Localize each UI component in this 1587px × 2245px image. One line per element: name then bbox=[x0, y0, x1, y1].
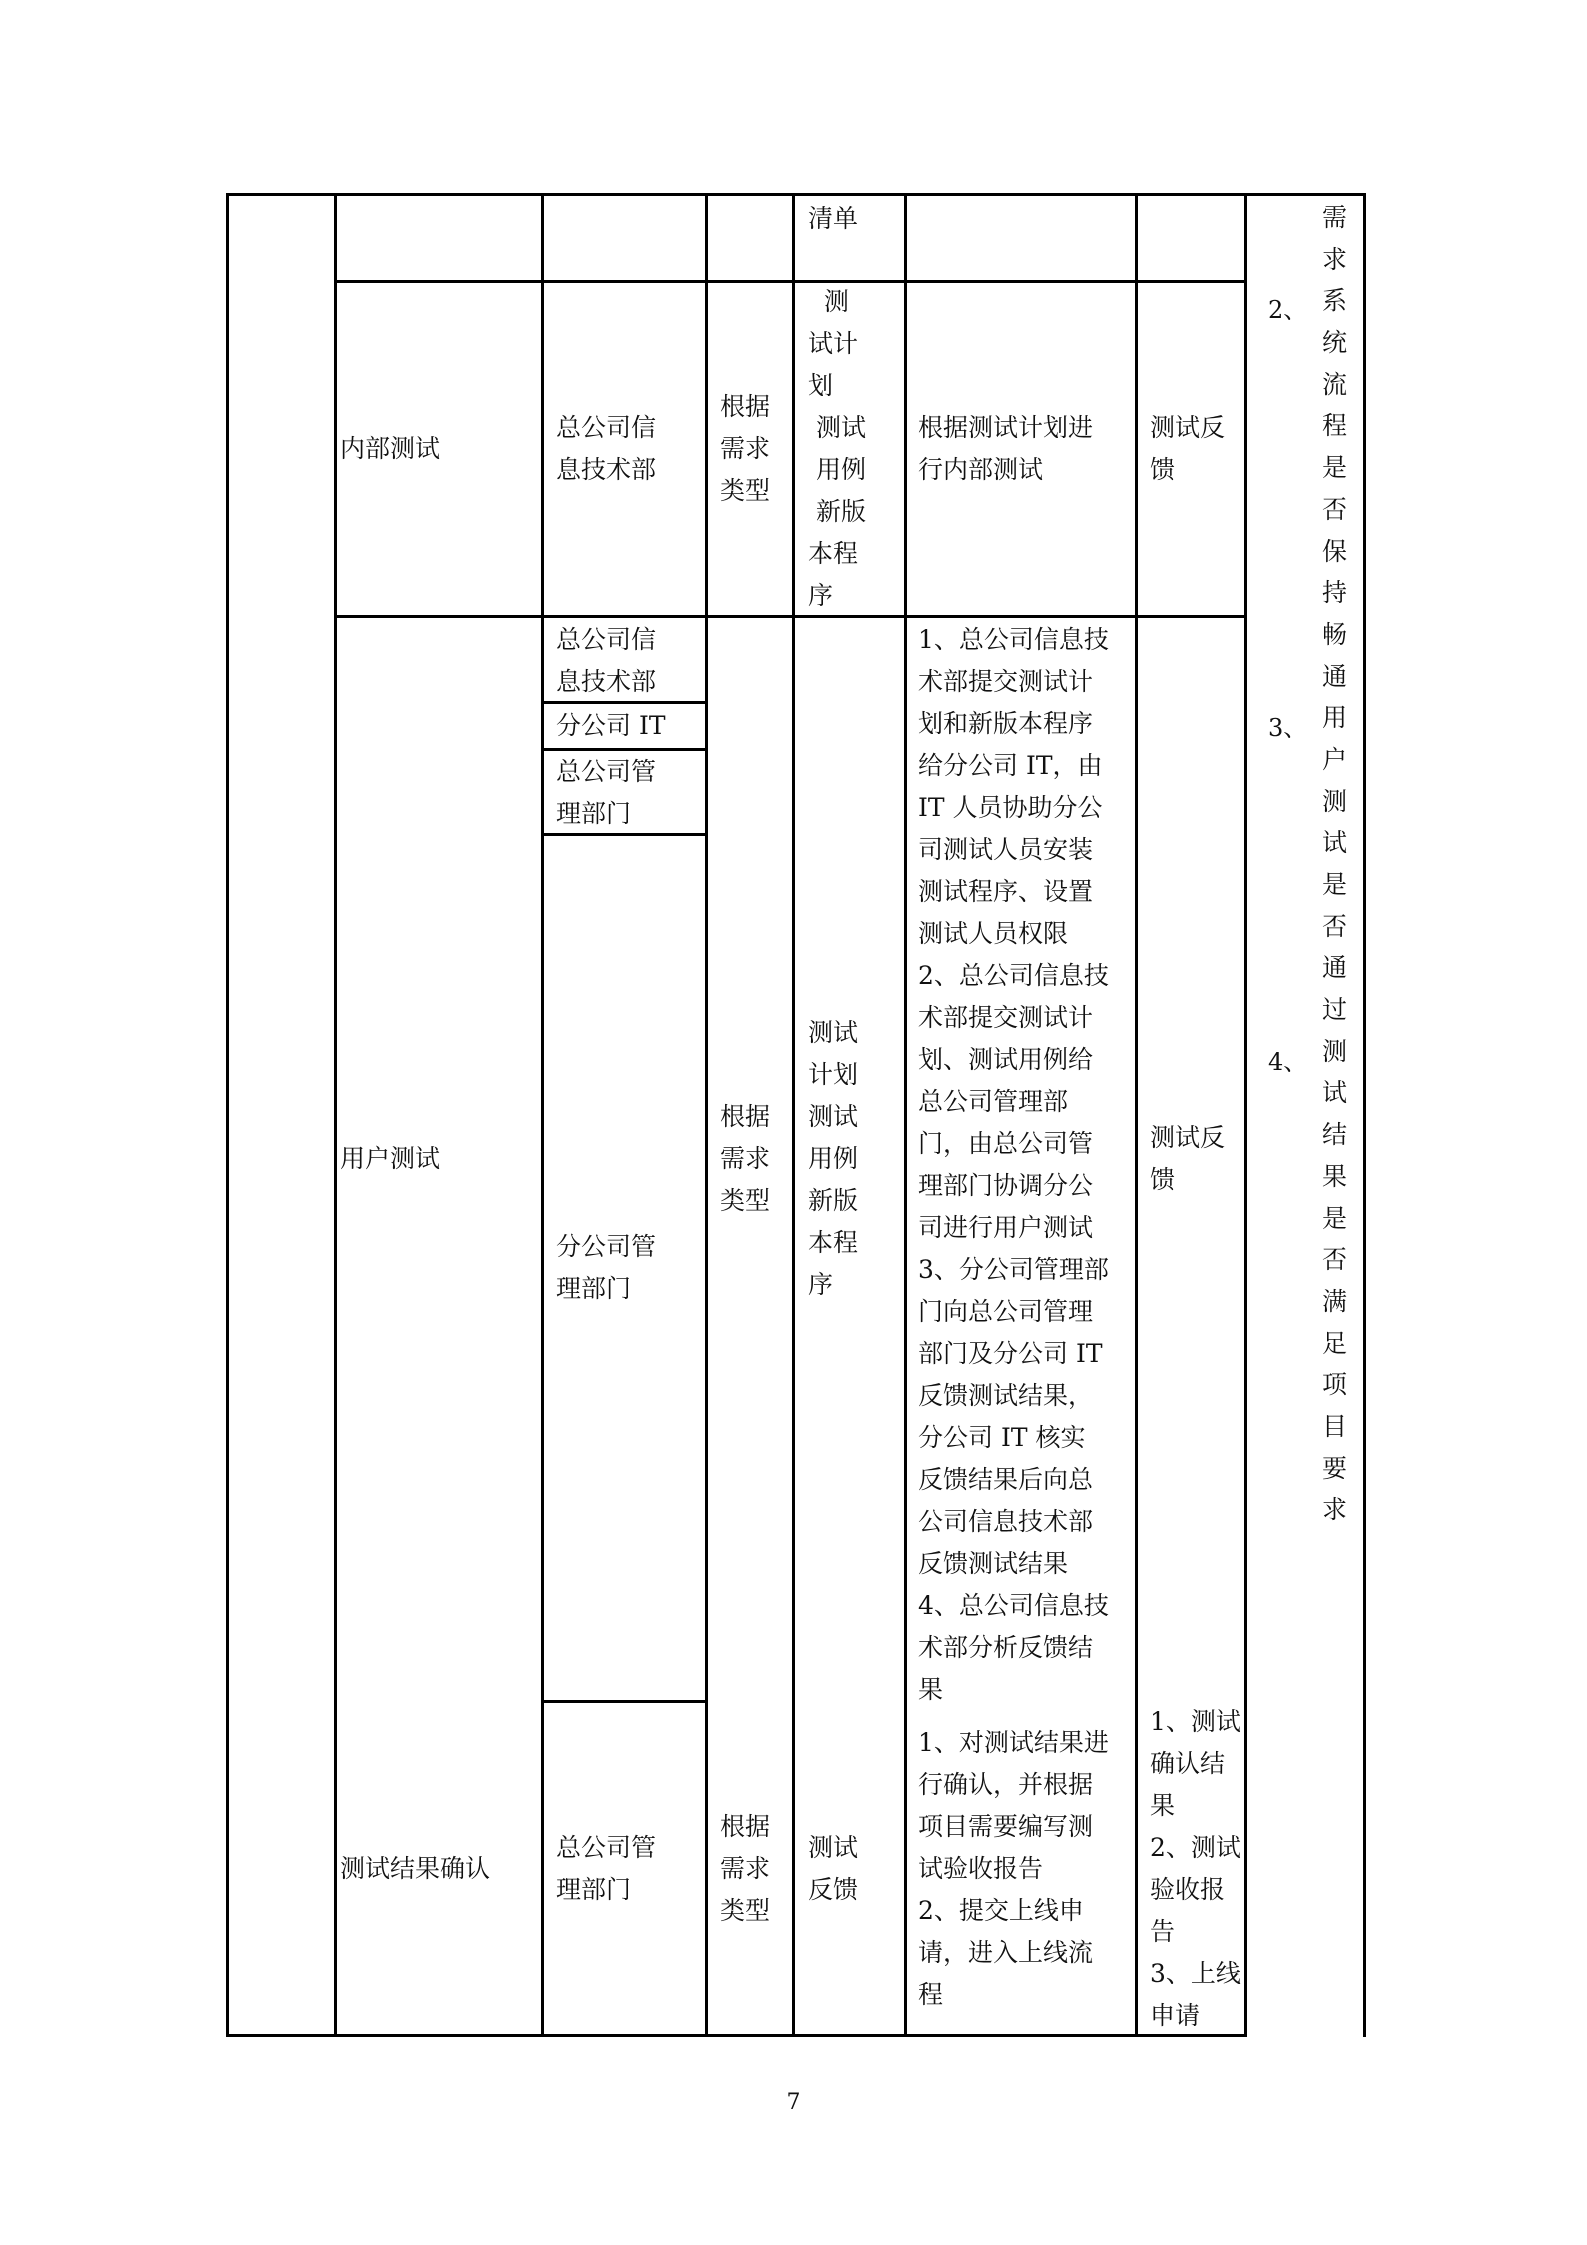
materials-line: 序 bbox=[808, 581, 834, 610]
output-cell bbox=[1150, 618, 1244, 1700]
dept-cell bbox=[556, 283, 706, 615]
dept-line: 理部门 bbox=[556, 799, 632, 828]
dept-line: 理部门 bbox=[556, 1874, 632, 1904]
dept-line: 总公司管 bbox=[556, 757, 657, 786]
output-line: 告 bbox=[1150, 1916, 1176, 1946]
cp-char: 要 bbox=[1322, 1453, 1348, 1483]
description-line: 分公司 IT 核实 bbox=[918, 1423, 1086, 1452]
cp-char: 足 bbox=[1322, 1328, 1348, 1358]
description-line: 1、总公司信息技 bbox=[918, 625, 1109, 654]
basis-line: 根据 bbox=[720, 1811, 771, 1841]
cp-char: 需 bbox=[1322, 203, 1348, 232]
cp-char: 户 bbox=[1322, 744, 1348, 774]
description-line: 反馈测试结果 bbox=[918, 1549, 1069, 1578]
cp-char: 是 bbox=[1322, 453, 1348, 483]
cp-char: 否 bbox=[1322, 911, 1348, 941]
output-line: 测试反 bbox=[1150, 413, 1226, 442]
step-label: 内部测试 bbox=[340, 434, 441, 463]
col-border bbox=[1363, 193, 1366, 2037]
col-border bbox=[792, 193, 795, 2037]
description-line: 2、提交上线申 bbox=[918, 1895, 1084, 1925]
description-line: 给分公司 IT，由 bbox=[918, 751, 1103, 780]
materials-line: 计划 bbox=[808, 1060, 859, 1089]
output-line: 申请 bbox=[1150, 2000, 1201, 2030]
cp-char: 统 bbox=[1322, 328, 1348, 358]
cp-char: 程 bbox=[1322, 411, 1348, 441]
cp-char: 持 bbox=[1322, 578, 1348, 608]
cp-char: 测 bbox=[1322, 1036, 1348, 1066]
materials-cell bbox=[808, 618, 904, 1700]
description-line: 门，由总公司管 bbox=[918, 1129, 1094, 1158]
materials-line: 用例 bbox=[808, 455, 866, 484]
description-line: 部门及分公司 IT bbox=[918, 1339, 1103, 1368]
output-line: 果 bbox=[1150, 1790, 1176, 1820]
basis-line: 根据 bbox=[720, 392, 771, 421]
description-cell bbox=[918, 283, 1138, 615]
dept-cell bbox=[556, 705, 706, 747]
description-line: 行内部测试 bbox=[918, 455, 1044, 484]
basis-line: 需求 bbox=[720, 1144, 771, 1173]
description-line: 反馈结果后向总 bbox=[918, 1465, 1094, 1494]
materials-cell bbox=[808, 1703, 904, 2034]
cp-char: 测 bbox=[1322, 786, 1348, 816]
cp-char: 流 bbox=[1322, 369, 1348, 399]
materials-line: 测试 bbox=[808, 1832, 859, 1862]
step-label: 测试结果确认 bbox=[340, 1853, 491, 1883]
table-top-border bbox=[226, 193, 1366, 196]
description-line: 总公司管理部 bbox=[918, 1087, 1069, 1116]
output-line: 验收报 bbox=[1150, 1874, 1226, 1904]
description-line: 4、总公司信息技 bbox=[918, 1591, 1109, 1620]
cp-char: 结 bbox=[1322, 1120, 1348, 1150]
cp-char: 否 bbox=[1322, 1245, 1348, 1275]
materials-line: 测试 bbox=[808, 413, 866, 442]
basis-line: 需求 bbox=[720, 1853, 771, 1883]
step-label: 用户测试 bbox=[340, 1144, 441, 1173]
materials-line: 序 bbox=[808, 1270, 834, 1299]
materials-line: 反馈 bbox=[808, 1874, 859, 1904]
dept-line: 总公司管 bbox=[556, 1832, 657, 1862]
description-line: 测试程序、设置 bbox=[918, 877, 1094, 906]
materials-line: 本程 bbox=[808, 539, 859, 568]
cp-char: 求 bbox=[1322, 244, 1348, 274]
output-line: 馈 bbox=[1150, 1165, 1176, 1194]
description-line: 术部分析反馈结 bbox=[918, 1633, 1094, 1662]
cp-char: 目 bbox=[1322, 1411, 1348, 1441]
materials-line: 测试 bbox=[808, 1018, 859, 1047]
dept-line: 理部门 bbox=[556, 1274, 632, 1303]
cp-char: 项 bbox=[1322, 1370, 1348, 1400]
cp-char: 满 bbox=[1322, 1286, 1348, 1316]
output-line: 馈 bbox=[1150, 455, 1176, 484]
description-line: 果 bbox=[918, 1675, 944, 1704]
description-line: 2、总公司信息技 bbox=[918, 961, 1109, 990]
basis-line: 类型 bbox=[720, 476, 771, 505]
description-line: 行确认，并根据 bbox=[918, 1769, 1094, 1799]
description-line: 3、分公司管理部 bbox=[918, 1255, 1109, 1284]
cp-char: 试 bbox=[1322, 828, 1348, 858]
materials-line: 划 bbox=[808, 371, 834, 400]
step-cell-result-confirm bbox=[340, 1703, 540, 2034]
description-line: 程 bbox=[918, 1979, 944, 2009]
description-line: 试验收报告 bbox=[918, 1853, 1044, 1883]
step-cell-user-test bbox=[340, 618, 540, 1700]
materials-line: 测 bbox=[808, 287, 849, 316]
basis-line: 类型 bbox=[720, 1895, 771, 1925]
col-border bbox=[541, 193, 544, 2037]
cp-char: 用 bbox=[1322, 703, 1348, 733]
materials-line: 用例 bbox=[808, 1144, 859, 1173]
dept-cell bbox=[556, 1703, 706, 2034]
materials-line: 清单 bbox=[808, 204, 859, 233]
cp-char: 否 bbox=[1322, 494, 1348, 524]
materials-line: 新版 bbox=[808, 1186, 859, 1215]
cp-char: 试 bbox=[1322, 1078, 1348, 1108]
basis-line: 类型 bbox=[720, 1186, 771, 1215]
cp-char: 求 bbox=[1322, 1495, 1348, 1525]
description-cell bbox=[918, 1703, 1138, 2034]
cp-char: 系 bbox=[1322, 286, 1348, 316]
dept-line: 总公司信 bbox=[556, 413, 657, 442]
output-line: 1、测试 bbox=[1150, 1706, 1241, 1736]
description-line: 根据测试计划进 bbox=[918, 413, 1094, 442]
cp-char: 是 bbox=[1322, 870, 1348, 899]
description-line: 请，进入上线流 bbox=[918, 1937, 1094, 1967]
description-line: 1、对测试结果进 bbox=[918, 1727, 1109, 1757]
dept-line: 分公司 IT bbox=[556, 711, 666, 740]
basis-cell bbox=[720, 1703, 792, 2034]
col-border bbox=[334, 193, 337, 2037]
description-line: 司进行用户测试 bbox=[918, 1213, 1094, 1242]
description-line: 理部门协调分公 bbox=[918, 1171, 1094, 1200]
materials-line: 本程 bbox=[808, 1228, 859, 1257]
cp-char: 是 bbox=[1322, 1203, 1348, 1233]
output-line: 2、测试 bbox=[1150, 1832, 1241, 1862]
step-cell-internal-test bbox=[340, 283, 540, 615]
cp-number: 3、 bbox=[1268, 714, 1308, 742]
cp-char: 通 bbox=[1322, 661, 1348, 691]
cp-number: 2、 bbox=[1268, 296, 1308, 324]
basis-line: 需求 bbox=[720, 434, 771, 463]
description-line: 测试人员权限 bbox=[918, 919, 1069, 948]
cp-char: 畅 bbox=[1322, 619, 1348, 649]
basis-cell bbox=[720, 618, 792, 1700]
dept-line: 息技术部 bbox=[556, 667, 657, 696]
table-bottom-border bbox=[226, 2034, 1247, 2037]
description-cell bbox=[918, 619, 1138, 1711]
description-line: IT 人员协助分公 bbox=[918, 793, 1103, 822]
col-border bbox=[1244, 193, 1247, 2037]
output-cell bbox=[1150, 283, 1244, 615]
dept-line: 分公司管 bbox=[556, 1232, 657, 1261]
cp-char: 通 bbox=[1322, 953, 1348, 983]
cp-char: 保 bbox=[1322, 536, 1348, 566]
description-line: 门向总公司管理 bbox=[918, 1297, 1094, 1326]
dept-line: 息技术部 bbox=[556, 455, 657, 484]
output-cell bbox=[1150, 1703, 1244, 2034]
description-line: 划和新版本程序 bbox=[918, 709, 1094, 738]
materials-cell bbox=[808, 196, 904, 240]
dept-line: 总公司信 bbox=[556, 625, 657, 654]
description-line: 划、测试用例给 bbox=[918, 1045, 1094, 1074]
description-line: 司测试人员安装 bbox=[918, 835, 1094, 864]
description-line: 反馈测试结果， bbox=[918, 1381, 1094, 1410]
dept-cell bbox=[556, 751, 706, 835]
cp-char: 果 bbox=[1322, 1161, 1348, 1191]
cp-char: 过 bbox=[1322, 995, 1348, 1025]
page-number: 7 bbox=[786, 2090, 801, 2115]
description-line: 项目需要编写测 bbox=[918, 1811, 1094, 1841]
dept-cell bbox=[556, 836, 706, 1700]
description-line: 公司信息技术部 bbox=[918, 1507, 1094, 1536]
col-border bbox=[904, 193, 907, 2037]
output-line: 3、上线 bbox=[1150, 1958, 1241, 1988]
basis-cell bbox=[720, 283, 792, 615]
cp-number: 4、 bbox=[1268, 1048, 1308, 1076]
description-line: 术部提交测试计 bbox=[918, 667, 1094, 696]
materials-line: 试计 bbox=[808, 329, 859, 358]
materials-line: 新版 bbox=[808, 497, 866, 526]
materials-cell bbox=[808, 283, 904, 615]
materials-line: 测试 bbox=[808, 1102, 859, 1131]
dept-cell bbox=[556, 619, 706, 703]
output-line: 确认结 bbox=[1150, 1748, 1226, 1778]
basis-line: 根据 bbox=[720, 1102, 771, 1131]
description-line: 术部提交测试计 bbox=[918, 1003, 1094, 1032]
col-border bbox=[226, 193, 229, 2037]
control-points-column bbox=[1322, 197, 1347, 1531]
output-line: 测试反 bbox=[1150, 1123, 1226, 1152]
